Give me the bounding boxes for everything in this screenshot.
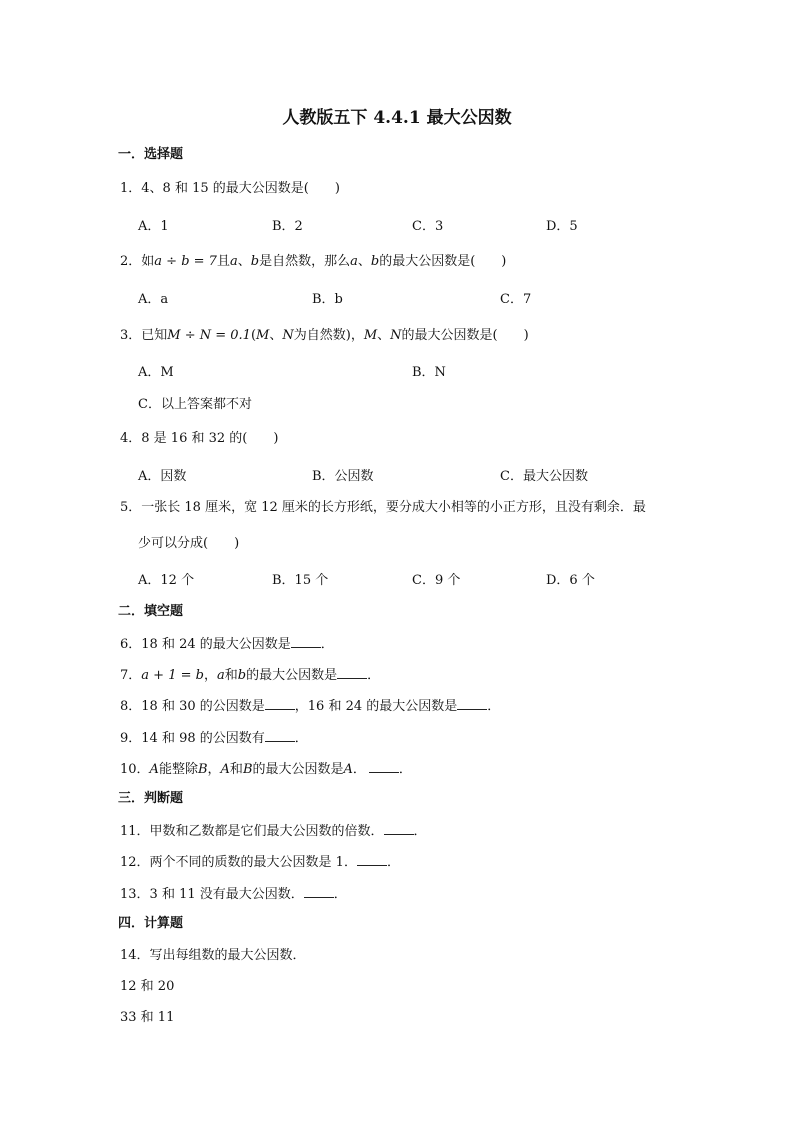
q6-end: ． [320, 637, 334, 652]
q11-end: ． [413, 824, 427, 839]
q14-item-1: 12 和 20 [120, 979, 175, 994]
question-5-line-1: 5．一张长 18 厘米，宽 12 厘米的长方形纸，要分成大小相等的小正方形，且没有剩余．最 [120, 500, 646, 515]
q7-num: 7． [120, 668, 142, 683]
question-8 [120, 697, 500, 716]
q3-sep: 、 [269, 328, 283, 343]
q2-prefix: 2．如 [120, 254, 155, 269]
q3-sep-2: 、 [377, 328, 391, 343]
q10-period: ． [352, 762, 366, 777]
q12-end: ． [386, 855, 400, 870]
q3-mid: 为自然数)， [293, 328, 364, 343]
q3-option-b: B．N [412, 365, 446, 380]
q8-text-2: ，16 和 24 的最大公因数是 [294, 699, 458, 714]
q3-var-n-2: N [390, 328, 402, 343]
q2-option-c: C．7 [500, 292, 532, 307]
q4-option-c: C．最大公因数 [500, 469, 588, 484]
answer-blank[interactable] [291, 635, 321, 648]
answer-blank[interactable] [304, 885, 334, 898]
answer-blank[interactable] [265, 729, 295, 742]
q10-var-a-3: A [343, 762, 353, 777]
q2-var-a-2: a [350, 254, 358, 269]
q13-text: 13．3 和 11 没有最大公因数． [120, 887, 304, 902]
question-11 [120, 822, 427, 841]
q7-expression: a + 1 = b [141, 668, 204, 683]
q3-suffix: 的最大公因数是( ) [401, 328, 529, 343]
question-7 [120, 666, 380, 685]
question-3 [120, 327, 529, 345]
q3-prefix: 3．已知 [120, 328, 168, 343]
q3-var-m-2: M [363, 328, 378, 343]
question-1: 1．4、8 和 15 的最大公因数是( ) [120, 181, 340, 196]
q3-var-n: N [282, 328, 294, 343]
q7-and: 和 [224, 668, 238, 683]
answer-blank[interactable] [384, 822, 414, 835]
q9-text: 9．14 和 98 的公因数有 [120, 731, 265, 746]
answer-blank[interactable] [357, 853, 387, 866]
q7-var-a: a [216, 668, 225, 683]
q5-option-d: D．6 个 [546, 573, 595, 588]
q8-text-1: 8．18 和 30 的公因数是 [120, 699, 265, 714]
q11-text: 11．甲数和乙数都是它们最大公因数的倍数． [120, 824, 384, 839]
q1-option-a: A．1 [138, 219, 169, 234]
q2-var-b-2: b [370, 254, 380, 269]
q2-expression: a ÷ b = 7 [154, 254, 217, 269]
q7-text: 的最大公因数是 [246, 668, 338, 683]
question-4: 4．8 是 16 和 32 的( ) [120, 431, 279, 446]
q2-var-b: b [250, 254, 260, 269]
question-2 [120, 253, 506, 271]
section-heading-fill: 二．填空题 [118, 604, 184, 619]
answer-blank[interactable] [369, 760, 399, 773]
question-10 [120, 760, 412, 779]
q2-option-a: A．a [138, 292, 169, 307]
q2-mid: 且 [216, 254, 230, 269]
q9-end: ． [294, 731, 308, 746]
answer-blank[interactable] [265, 697, 295, 710]
q3-option-c: C．以上答案都不对 [138, 397, 252, 412]
question-6 [120, 635, 334, 654]
q5-option-a: A．12 个 [138, 573, 195, 588]
q4-option-a: A．因数 [138, 469, 187, 484]
q2-sep: 、 [237, 254, 251, 269]
question-13 [120, 885, 347, 904]
q7-comma: ， [203, 668, 217, 683]
q1-option-d: D．5 [546, 219, 578, 234]
q10-num: 10． [120, 762, 150, 777]
q3-paren: ( [250, 328, 257, 343]
q10-comma: ， [207, 762, 221, 777]
q10-var-b-2: B [242, 762, 253, 777]
answer-blank[interactable] [457, 697, 487, 710]
q2-option-b: B．b [312, 292, 343, 307]
question-9 [120, 729, 308, 748]
q2-mid2: 是自然数，那么 [259, 254, 351, 269]
q3-var-m: M [256, 328, 270, 343]
q3-option-a: A．M [138, 365, 174, 380]
q13-end: ． [333, 887, 347, 902]
q7-var-b: b [237, 668, 247, 683]
question-14: 14．写出每组数的最大公因数． [120, 948, 306, 963]
section-heading-choice: 一．选择题 [118, 147, 184, 162]
q4-option-b: B．公因数 [312, 469, 374, 484]
q10-var-a: A [149, 762, 159, 777]
q1-option-c: C．3 [412, 219, 444, 234]
q8-end: ． [487, 699, 501, 714]
q5-option-b: B．15 个 [272, 573, 329, 588]
q7-end: ． [367, 668, 381, 683]
q10-and: 和 [229, 762, 243, 777]
q10-var-a-2: A [220, 762, 230, 777]
q1-option-b: B．2 [272, 219, 303, 234]
question-5-line-2: 少可以分成( ) [138, 536, 240, 551]
question-12 [120, 853, 400, 872]
q2-var-a: a [229, 254, 238, 269]
q10-text-2: 的最大公因数是 [252, 762, 344, 777]
section-heading-calc: 四．计算题 [118, 916, 184, 931]
q10-end: ． [398, 762, 412, 777]
q6-text: 6．18 和 24 的最大公因数是 [120, 637, 291, 652]
answer-blank[interactable] [337, 666, 367, 679]
q3-expression: M ÷ N = 0.1 [167, 328, 251, 343]
q2-suffix: 的最大公因数是( ) [379, 254, 507, 269]
q10-text-1: 能整除 [158, 762, 198, 777]
page-title: 人教版五下 4.4.1 最大公因数 [282, 108, 512, 128]
q5-option-c: C．9 个 [412, 573, 461, 588]
q14-item-2: 33 和 11 [120, 1010, 175, 1025]
section-heading-judge: 三．判断题 [118, 791, 184, 806]
q10-var-b: B [197, 762, 208, 777]
q2-sep-2: 、 [357, 254, 371, 269]
q12-text: 12．两个不同的质数的最大公因数是 1． [120, 855, 357, 870]
